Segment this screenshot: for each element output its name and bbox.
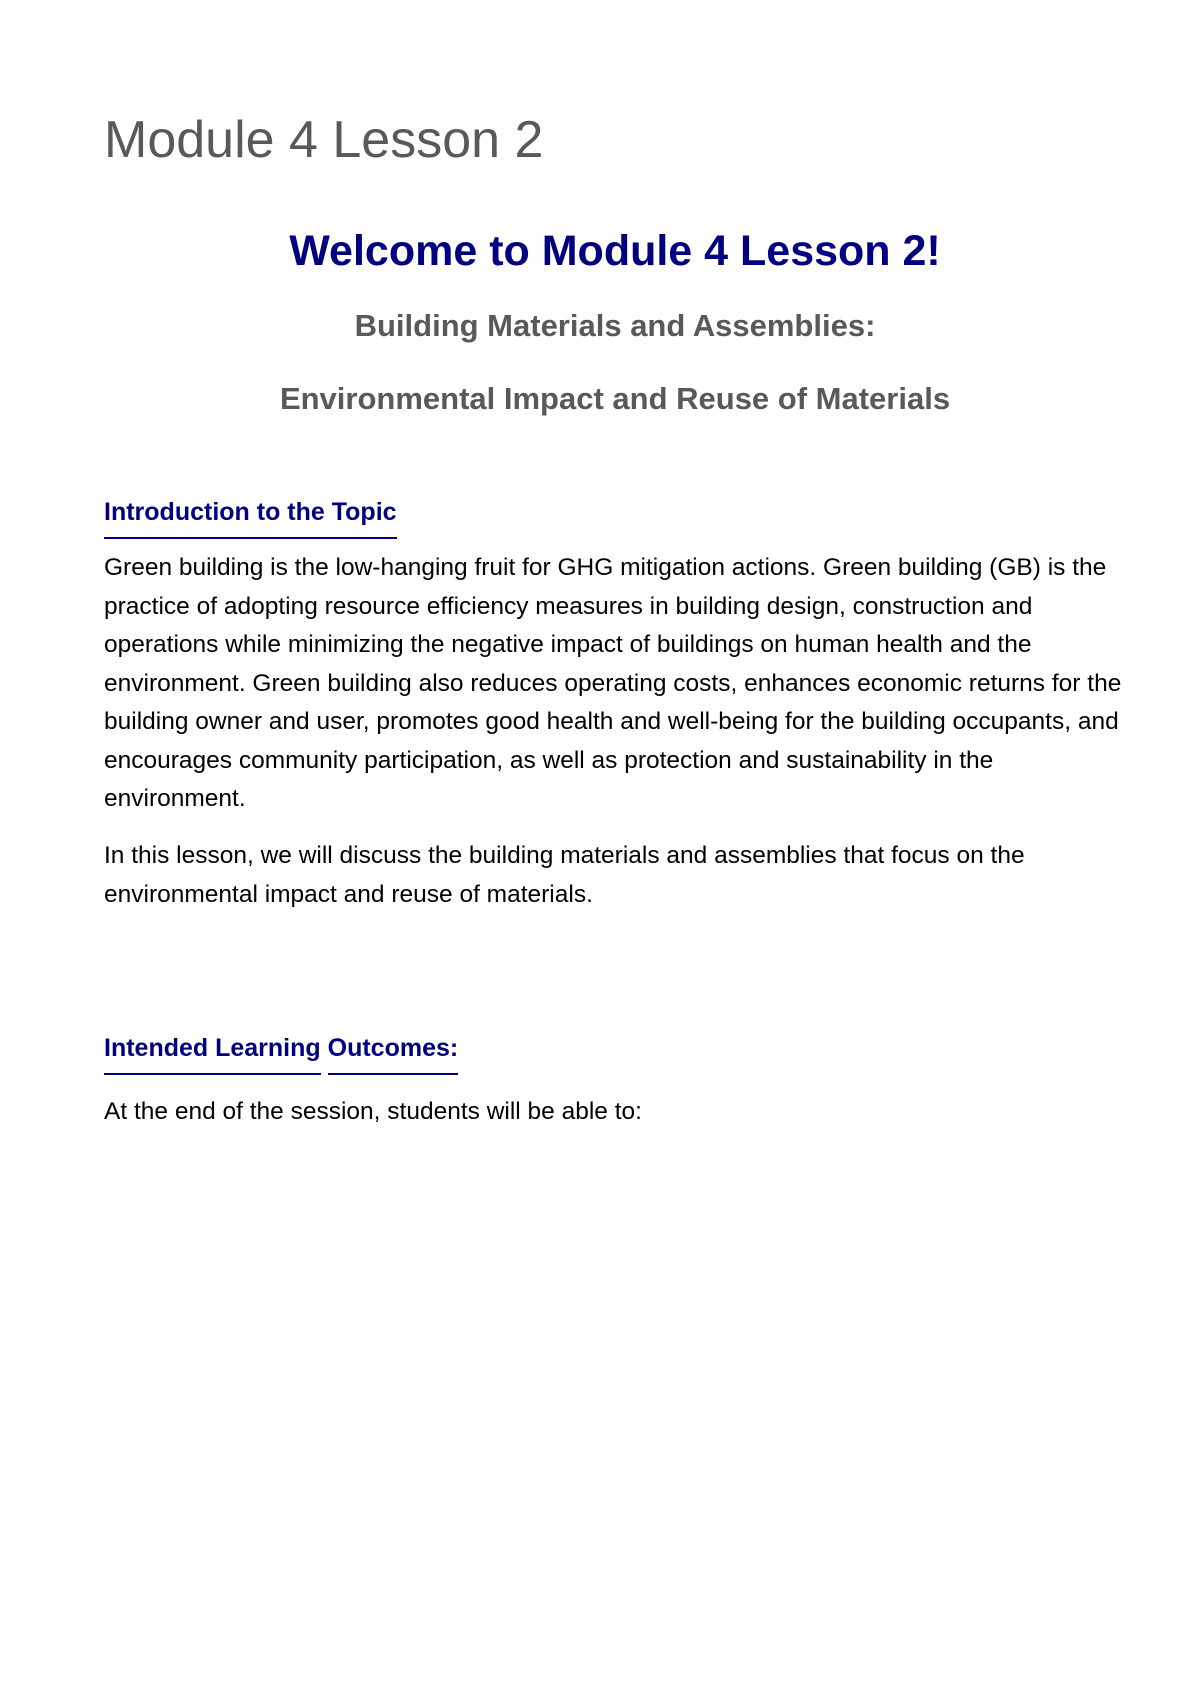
welcome-heading: Welcome to Module 4 Lesson 2! xyxy=(289,227,941,275)
page-title: Module 4 Lesson 2 xyxy=(104,111,544,169)
outcomes-section-heading xyxy=(104,1033,458,1075)
lesson-subtitle-line-2: Environmental Impact and Reuse of Materials xyxy=(279,381,951,416)
intro-section-heading xyxy=(104,497,397,539)
lesson-subtitle-line-1: Building Materials and Assemblies: xyxy=(354,308,876,343)
intro-paragraph-1: Green building is the low-hanging fruit for GHG mitigation actions. Green building (GB) is the practice of adopting resource efficiency measures in building design, construction and operations while minimizing the negative impact of buildings on human health and the environment. Green building also reduces operating costs, enhances economic returns for the building owner and user, promotes good health and well-being for the building occupants, and encourages community participation, as well as protection and sustainability in the environment. xyxy=(104,554,1122,812)
intro-heading-text: Introduction to the Topic xyxy=(104,497,397,539)
outcomes-heading-word-1: Intended Learning xyxy=(104,1033,321,1075)
outcomes-heading-word-2: Outcomes: xyxy=(328,1033,459,1075)
outcomes-lead-in: At the end of the session, students will be able to: xyxy=(104,1098,642,1125)
intro-paragraph-2: In this lesson, we will discuss the building materials and assemblies that focus on the environmental impact and reuse of materials. xyxy=(104,842,1025,908)
